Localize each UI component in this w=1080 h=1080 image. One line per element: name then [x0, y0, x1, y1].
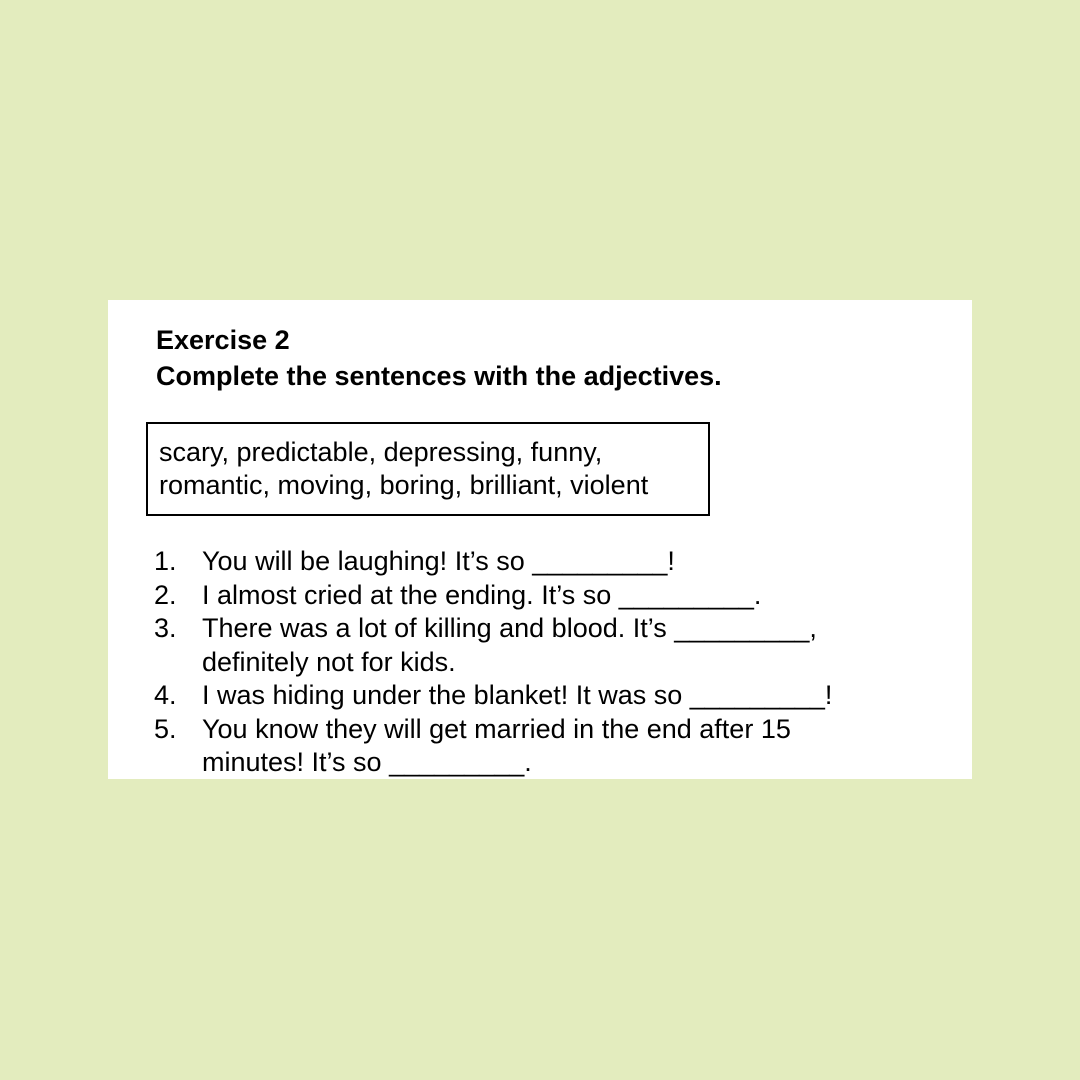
item-text: You will be laughing! It’s so _________!	[202, 546, 675, 576]
item-number: 1.	[154, 546, 177, 576]
sentence-list	[154, 545, 832, 780]
item-number: 2.	[154, 579, 177, 610]
item-text: I almost cried at the ending. It’s so _________.	[202, 579, 762, 610]
exercise-heading	[156, 322, 722, 394]
item-number: 3.	[154, 613, 177, 643]
exercise-title: Exercise 2	[156, 325, 290, 355]
list-item	[154, 579, 832, 613]
item-text-continuation: minutes! It’s so _________.	[202, 747, 532, 777]
list-item	[154, 679, 832, 713]
item-number: 4.	[154, 680, 177, 710]
item-text: I was hiding under the blanket! It was so _________!	[202, 680, 833, 710]
item-text-continuation: definitely not for kids.	[202, 646, 456, 677]
item-number: 5.	[154, 713, 177, 744]
word-bank-line-2: romantic, moving, boring, brilliant, violent	[159, 470, 649, 500]
word-bank-box	[146, 422, 710, 516]
list-item	[154, 713, 832, 780]
worksheet-card	[108, 300, 972, 779]
exercise-instruction: Complete the sentences with the adjectives.	[156, 361, 722, 391]
list-item	[154, 612, 832, 679]
list-item	[154, 545, 832, 579]
item-text: There was a lot of killing and blood. It’s _________,	[202, 613, 817, 643]
word-bank-line-1: scary, predictable, depressing, funny,	[159, 437, 603, 467]
item-text: You know they will get married in the end after 15	[202, 713, 791, 744]
